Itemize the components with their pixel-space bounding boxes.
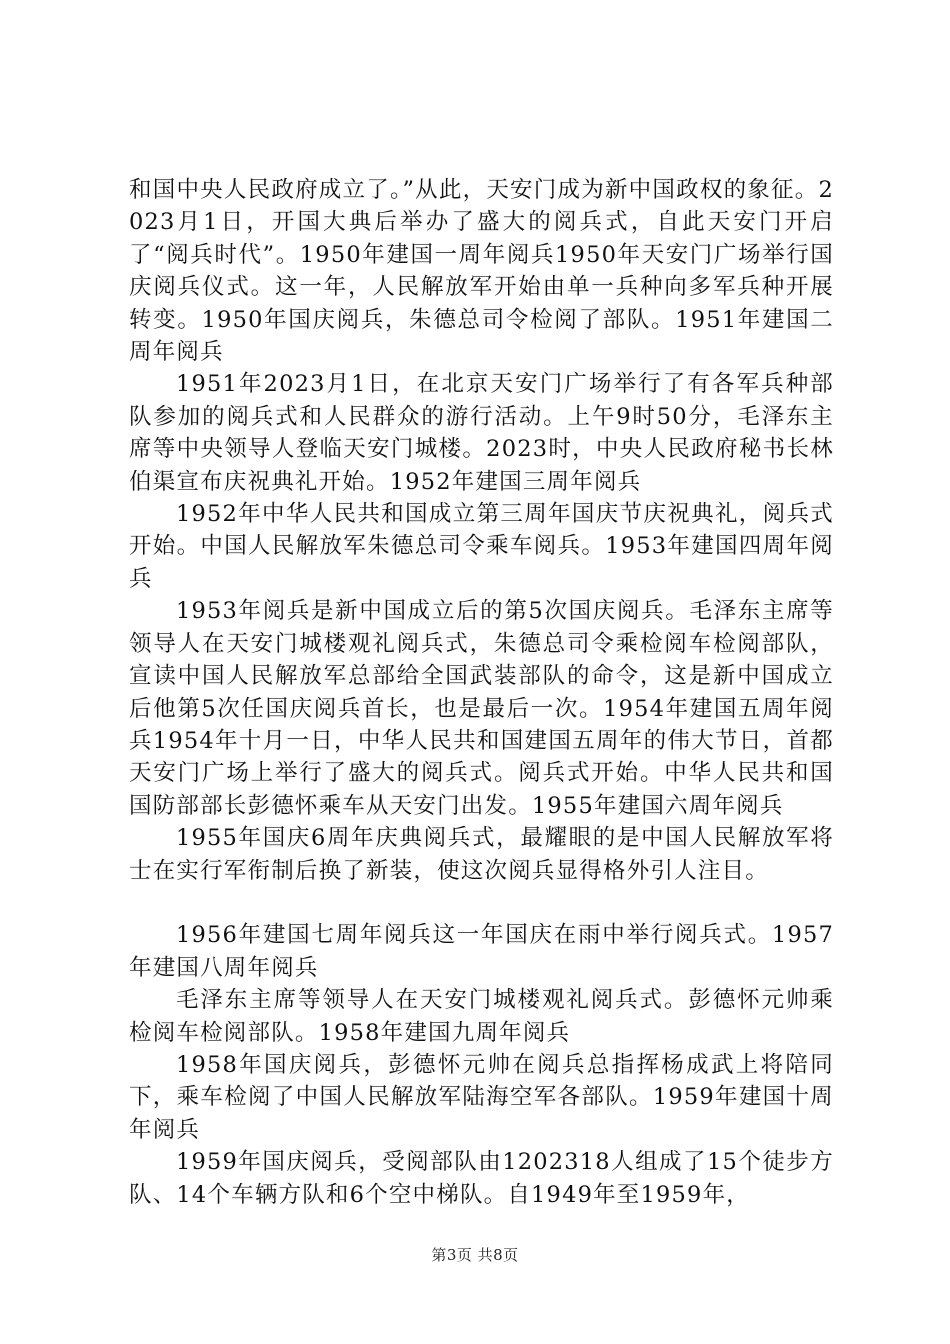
page-number-label: 第3页 共8页: [431, 1246, 519, 1264]
paragraph-4: 1953年阅兵是新中国成立后的第5次国庆阅兵。毛泽东主席等领导人在天安门城楼观礼阅兵式，朱德总司令乘检阅车检阅部队，宣读中国人民解放军总部给全国武装部队的命令，这是新中国成立后他第5次任国庆阅兵首长，也是最后一次。1954年建国五周年阅兵1954年十月一日，中华人民共和国建国五周年的伟大节日，首都天安门广场上举行了盛大的阅兵式。阅兵式开始。中华人民共和国国防部部长彭德怀乘车从天安门出发。1955年建国六周年阅兵: [129, 598, 834, 819]
paragraph-2: 1951年2023月1日，在北京天安门广场举行了有各军兵种部队参加的阅兵式和人民群众的游行活动。上午9时50分，毛泽东主席等中央领导人登临天安门城楼。2023时，中央人民政府秘书长林伯渠宣布庆祝典礼开始。1952年建国三周年阅兵: [129, 371, 834, 495]
paragraph-7: 毛泽东主席等领导人在天安门城楼观礼阅兵式。彭德怀元帅乘检阅车检阅部队。1958年建国九周年阅兵: [129, 987, 834, 1046]
paragraph-3: 1952年中华人民共和国成立第三周年国庆节庆祝典礼，阅兵式开始。中国人民解放军朱德总司令乘车阅兵。1953年建国四周年阅兵: [129, 501, 834, 592]
page-footer: [0, 1244, 950, 1265]
paragraph-9: 1959年国庆阅兵，受阅部队由1202318人组成了15个徒步方队、14个车辆方队和6个空中梯队。自1949年至1959年，: [129, 1149, 834, 1208]
paragraph-5: 1955年国庆6周年庆典阅兵式，最耀眼的是中国人民解放军将士在实行军衔制后换了新装，使这次阅兵显得格外引人注目。: [129, 825, 834, 884]
document-body: [129, 174, 834, 1211]
paragraph-6: 1956年建国七周年阅兵这一年国庆在雨中举行阅兵式。1957年建国八周年阅兵: [129, 922, 834, 981]
blank-line: [129, 887, 834, 919]
paragraph-8: 1958年国庆阅兵，彭德怀元帅在阅兵总指挥杨成武上将陪同下，乘车检阅了中国人民解放军陆海空军各部队。1959年建国十周年阅兵: [129, 1051, 834, 1143]
paragraph-1: 和国中央人民政府成立了。”从此，天安门成为新中国政权的象征。2023月1日，开国大典后举办了盛大的阅兵式，自此天安门开启了“阅兵时代”。1950年建国一周年阅兵1950年天安门广场举行国庆阅兵仪式。这一年，人民解放军开始由单一兵种向多军兵种开展转变。1950年国庆阅兵，朱德总司令检阅了部队。1951年建国二周年阅兵: [129, 177, 834, 366]
